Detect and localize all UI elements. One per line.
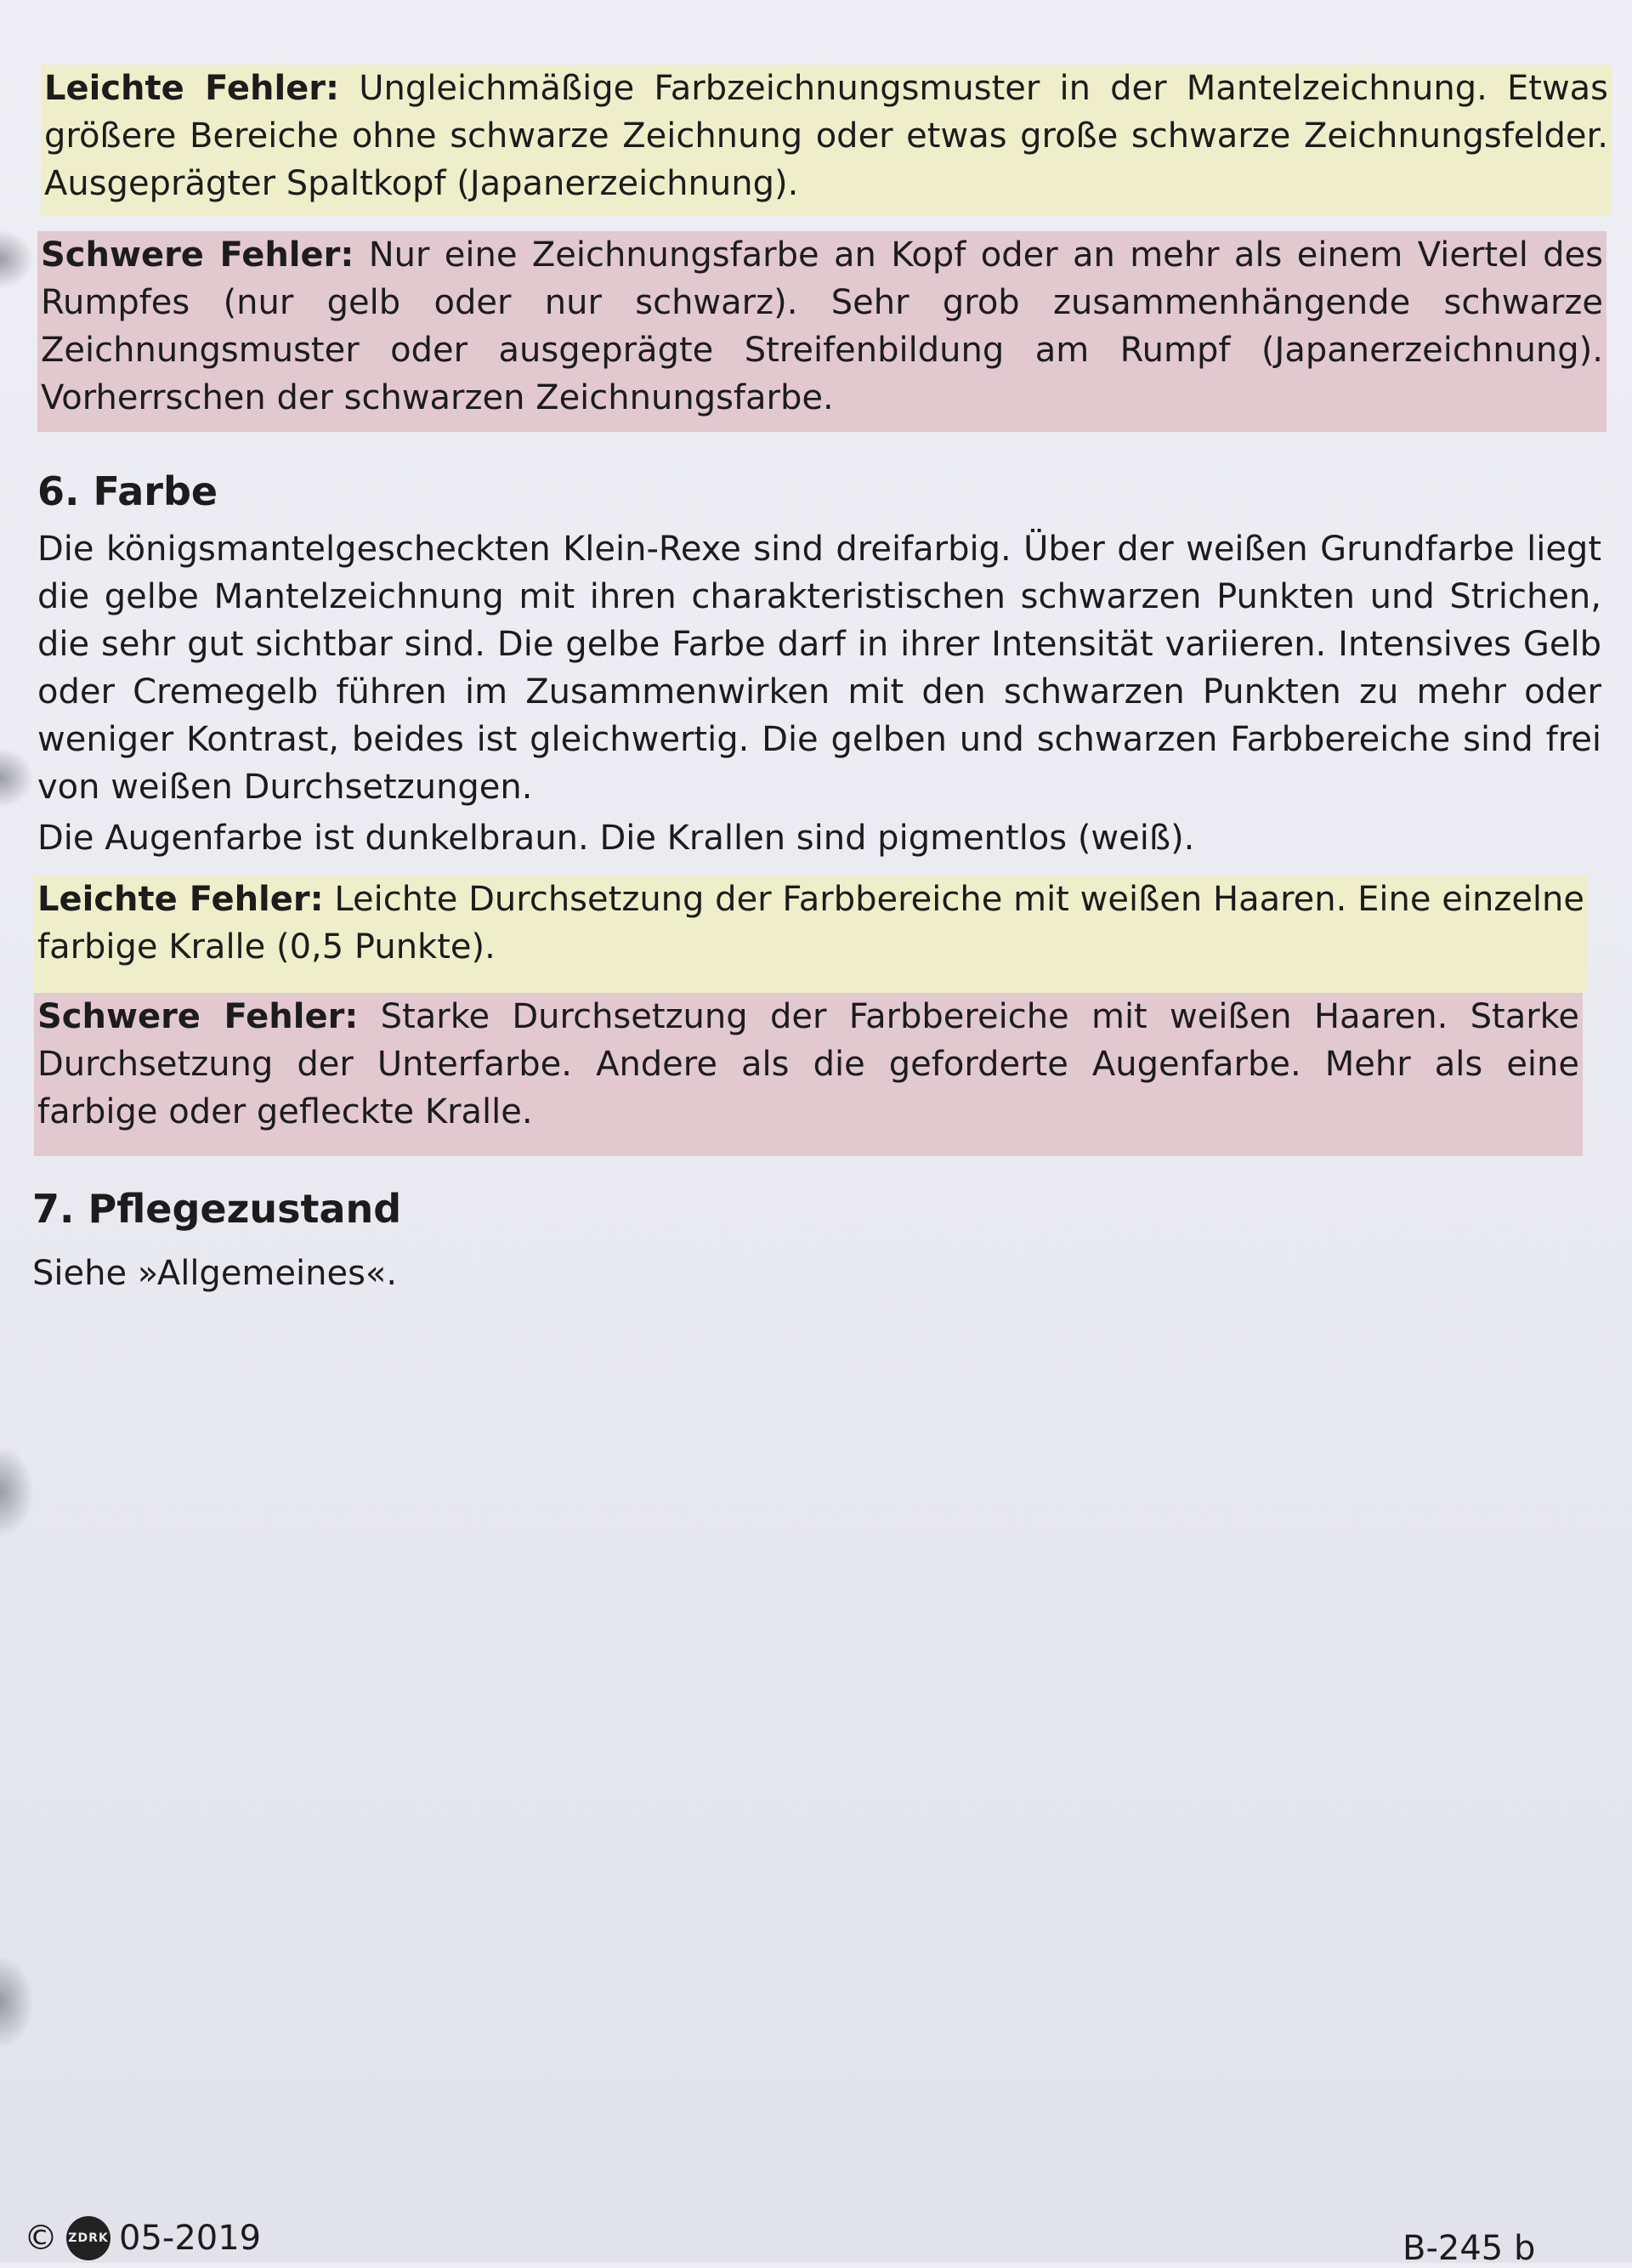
- light-faults-label: Leichte Fehler:: [44, 69, 340, 108]
- heavy-faults-box-section5: [37, 231, 1606, 432]
- light-faults-box-section6: [34, 876, 1588, 993]
- heavy-faults-label: Schwere Fehler:: [37, 997, 359, 1036]
- zdrk-logo-icon: ZDRK: [66, 2216, 110, 2260]
- binder-hole-shadow: [0, 1445, 34, 1539]
- binder-hole-shadow: [0, 748, 34, 808]
- footer-date: 05-2019: [119, 2219, 262, 2258]
- footer-left: [24, 2217, 261, 2259]
- light-faults-box-section5: [41, 65, 1612, 216]
- binder-hole-shadow: [0, 1955, 34, 2049]
- heavy-faults-label: Schwere Fehler:: [41, 235, 354, 275]
- section-heading-pflegezustand: 7. Pflegezustand: [32, 1186, 402, 1232]
- heavy-faults-text: Nur eine Zeichnungsfarbe an Kopf oder an mehr als einem Viertel des Rumpfes (nur gelb oder nur schwarz). Sehr grob zusammenhängende schwarze Zeichnungsmuster oder ausgeprägte Streifenbildung am Rumpf (Japanerzeichnung). Vorherrschen der schwarzen Zeichnungsfarbe.: [41, 235, 1603, 417]
- footer-page-code: B-245 b: [1402, 2229, 1536, 2268]
- section-heading-farbe: 6. Farbe: [37, 468, 218, 514]
- light-faults-text: Ungleichmäßige Farbzeichnungsmuster in der Mantelzeichnung. Etwas größere Bereiche ohne schwarze Zeichnung oder etwas große schwarze Zeichnungsfelder. Ausgeprägter Spaltkopf (Japanerzeichnung).: [44, 69, 1609, 203]
- farbe-paragraph: Die königsmantelgescheckten Klein-Rexe sind dreifarbig. Über der weißen Grundfarbe liegt die gelbe Mantelzeichnung mit ihren charakteristischen schwarzen Punkten und Strichen, die sehr gut sichtbar sind. Die gelbe Farbe darf in ihrer Intensität variieren. Intensives Gelb oder Cremegelb führen im Zusammenwirken mit den schwarzen Punkten zu mehr oder weniger Kontrast, beides ist gleichwertig. Die gelben und schwarzen Farbbereiche sind frei von weißen Durchsetzungen.: [37, 530, 1601, 807]
- heavy-faults-text: Starke Durchsetzung der Farbbereiche mit weißen Haaren. Starke Durchsetzung der Unterfarbe. Andere als die geforderte Augenfarbe. Mehr als eine farbige oder gefleckte Kralle.: [37, 997, 1580, 1131]
- light-faults-label: Leichte Fehler:: [37, 880, 324, 919]
- farbe-eye-claw-paragraph: Die Augenfarbe ist dunkelbraun. Die Krallen sind pigmentlos (weiß).: [37, 819, 1195, 858]
- pflegezustand-text: Siehe »Allgemeines«.: [32, 1254, 398, 1293]
- copyright-symbol: ©: [24, 2219, 58, 2258]
- binder-hole-shadow: [0, 230, 34, 289]
- light-faults-text: Leichte Durchsetzung der Farbbereiche mit weißen Haaren. Eine einzelne farbige Kralle (0,5 Punkte).: [37, 880, 1584, 967]
- heavy-faults-box-section6: [34, 993, 1583, 1156]
